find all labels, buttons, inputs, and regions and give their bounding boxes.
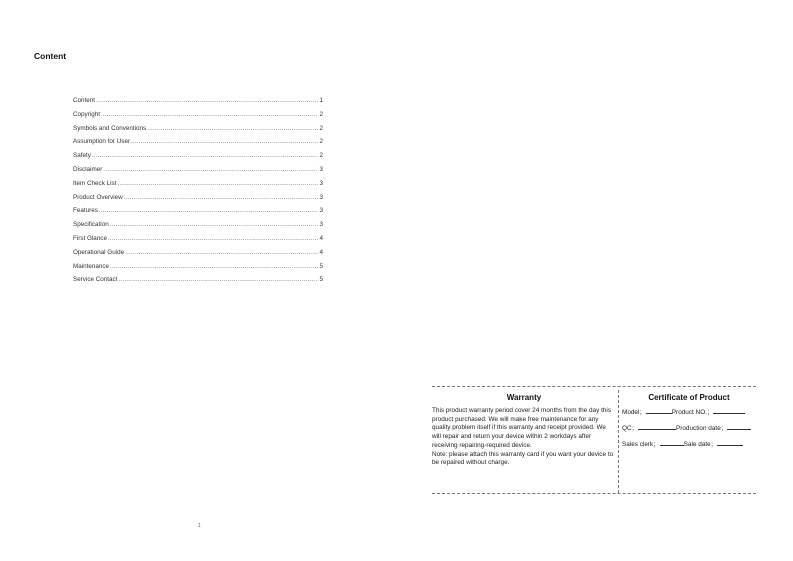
production-date-field[interactable] bbox=[727, 423, 751, 430]
toc-page: 3 bbox=[319, 193, 323, 201]
toc-page: 2 bbox=[319, 152, 323, 160]
toc-leader bbox=[108, 235, 319, 242]
cert-row-qc bbox=[622, 423, 756, 439]
qc-label: QC； bbox=[622, 425, 638, 432]
toc-label: Product Overview bbox=[73, 193, 123, 201]
toc-entry[interactable] bbox=[73, 97, 323, 111]
certificate-title: Certificate of Product bbox=[648, 393, 730, 402]
toc-page: 2 bbox=[319, 110, 323, 118]
warranty-card bbox=[432, 386, 756, 494]
model-field[interactable] bbox=[646, 407, 672, 414]
page-number: 1 bbox=[198, 523, 201, 529]
toc-label: Specification bbox=[73, 221, 109, 229]
model-label: Model； bbox=[622, 409, 646, 416]
sales-clerk-field[interactable] bbox=[660, 439, 684, 446]
toc-label: Features bbox=[73, 207, 98, 215]
toc-leader bbox=[110, 263, 318, 270]
table-of-contents bbox=[73, 97, 323, 290]
toc-leader bbox=[118, 276, 318, 283]
toc-page: 4 bbox=[319, 234, 323, 242]
toc-entry[interactable] bbox=[73, 125, 323, 139]
toc-page: 3 bbox=[319, 207, 323, 215]
toc-label: Safety bbox=[73, 152, 91, 160]
toc-leader bbox=[101, 111, 319, 118]
sale-date-field[interactable] bbox=[717, 439, 743, 446]
toc-leader bbox=[96, 97, 318, 104]
toc-entry[interactable] bbox=[73, 111, 323, 125]
toc-leader bbox=[125, 249, 318, 256]
toc-leader bbox=[117, 180, 318, 187]
toc-entry[interactable] bbox=[73, 207, 323, 221]
toc-leader bbox=[99, 207, 319, 214]
toc-label: Copyright bbox=[73, 110, 100, 118]
toc-label: Maintenance bbox=[73, 262, 110, 270]
column-divider bbox=[618, 390, 619, 493]
toc-leader bbox=[147, 125, 318, 132]
toc-label: Operational Guide bbox=[73, 248, 125, 256]
toc-entry[interactable] bbox=[73, 221, 323, 235]
warranty-body: This product warranty period cover 24 months from the day this product purchased. We will make free maintenance for any quality problem itself if this warranty and receipt provided. We will repair and return your device within 2 workdays after receiving repairing-required device. bbox=[432, 407, 612, 449]
toc-entry[interactable] bbox=[73, 235, 323, 249]
toc-entry[interactable] bbox=[73, 194, 323, 208]
toc-entry[interactable] bbox=[73, 180, 323, 194]
toc-entry[interactable] bbox=[73, 276, 323, 290]
toc-label: Content bbox=[73, 97, 96, 104]
toc-page: 2 bbox=[319, 138, 323, 146]
toc-entry[interactable] bbox=[73, 152, 323, 166]
toc-leader bbox=[92, 152, 319, 159]
toc-leader bbox=[124, 194, 319, 201]
certificate-section bbox=[622, 393, 756, 455]
toc-label: Disclaimer bbox=[73, 165, 103, 173]
toc-heading: Content bbox=[34, 51, 67, 61]
sales-clerk-label: Sales clerk； bbox=[622, 441, 660, 448]
cert-row-sales bbox=[622, 439, 756, 455]
toc-label: Assumption for User bbox=[73, 138, 131, 146]
qc-field[interactable] bbox=[638, 423, 676, 430]
toc-label: Service Contact bbox=[73, 276, 118, 284]
product-no-label: Product NO.； bbox=[671, 409, 714, 416]
toc-leader bbox=[131, 138, 318, 145]
product-no-field[interactable] bbox=[713, 407, 745, 414]
toc-page: 5 bbox=[319, 262, 323, 270]
warranty-section bbox=[432, 393, 616, 468]
toc-page: 2 bbox=[319, 124, 323, 132]
warranty-title: Warranty bbox=[506, 393, 542, 402]
cert-row-model bbox=[622, 407, 756, 423]
toc-label: Symbols and Conventions bbox=[73, 124, 147, 132]
toc-page: 5 bbox=[319, 276, 323, 284]
warranty-text bbox=[432, 407, 616, 468]
toc-leader bbox=[110, 221, 319, 228]
toc-page: 3 bbox=[319, 179, 323, 187]
toc-page: 4 bbox=[319, 248, 323, 256]
toc-entry[interactable] bbox=[73, 138, 323, 152]
toc-page: 1 bbox=[319, 97, 323, 104]
toc-entry[interactable] bbox=[73, 249, 323, 263]
warranty-note: Note: please attach this warranty card if you want your device to be repaired without charge. bbox=[432, 450, 614, 467]
toc-label: First Glance bbox=[73, 234, 107, 242]
toc-page: 3 bbox=[319, 165, 323, 173]
sale-date-label: Sale date； bbox=[683, 441, 718, 448]
toc-leader bbox=[103, 166, 318, 173]
toc-entry[interactable] bbox=[73, 166, 323, 180]
toc-entry[interactable] bbox=[73, 263, 323, 277]
toc-label: Item Check List bbox=[73, 179, 117, 187]
toc-page: 3 bbox=[319, 221, 323, 229]
production-date-label: Production date； bbox=[675, 425, 728, 432]
